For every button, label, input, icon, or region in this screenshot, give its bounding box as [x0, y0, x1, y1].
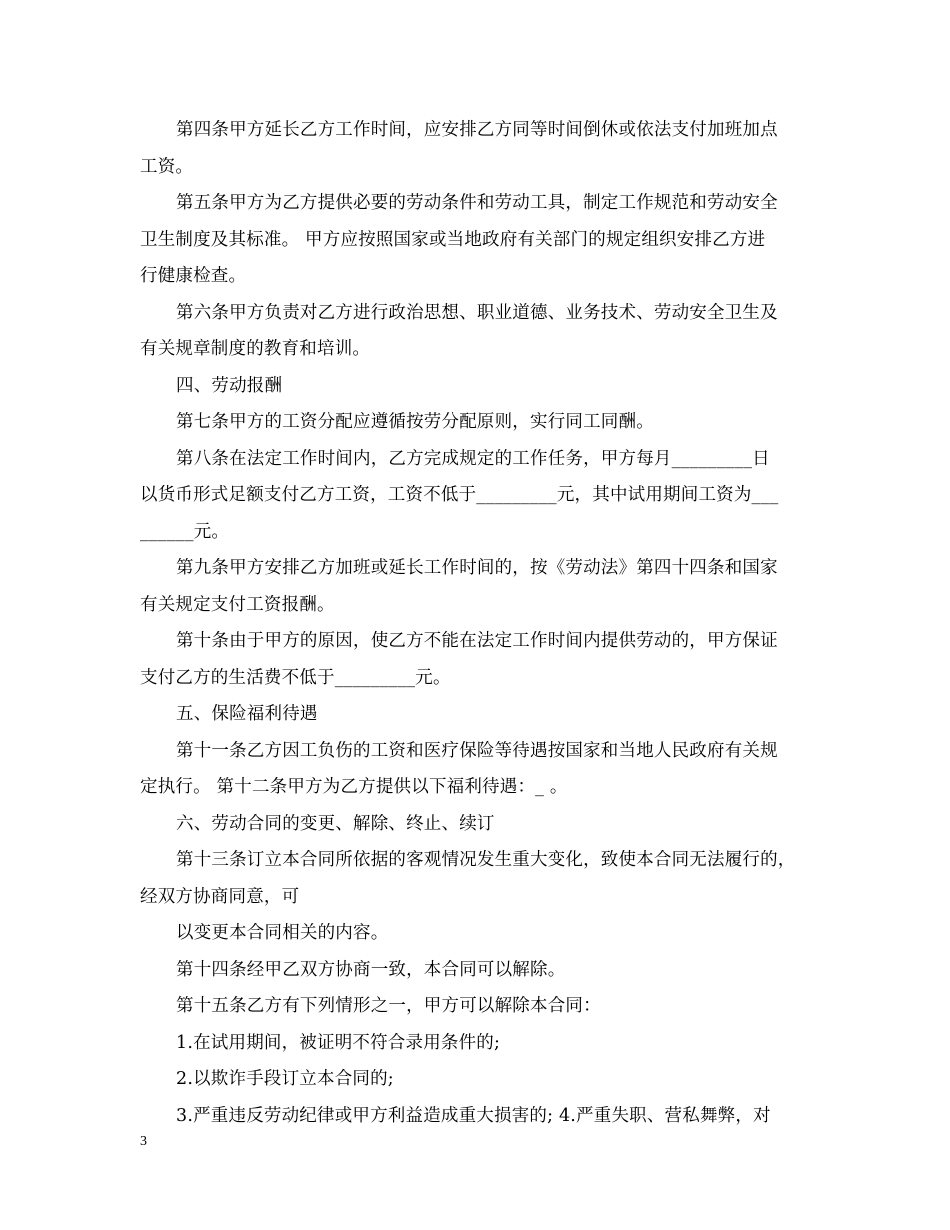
paragraph-line: 工资。	[140, 156, 194, 177]
paragraph-line: 经双方协商同意，可	[140, 886, 300, 907]
paragraph-line: 第七条甲方的工资分配应遵循按劳分配原则，实行同工同酬。	[176, 412, 654, 432]
paragraph-line: 第十三条订立本合同所依据的客观情况发生重大变化，致使本合同无法履行的，	[176, 850, 796, 870]
paragraph-line: 有关规定支付工资报酬。	[140, 594, 335, 615]
paragraph-line: 第九条甲方安排乙方加班或延长工作时间的，按《劳动法》第四十四条和国家	[176, 558, 778, 578]
paragraph-line: 第十一条乙方因工负伤的工资和医疗保险等待遇按国家和当地人民政府有关规	[176, 740, 778, 761]
paragraph-line: 有关规章制度的教育和培训。	[140, 339, 371, 359]
paragraph-line: 第四条甲方延长乙方工作时间，应安排乙方同等时间倒休或依法支付加班加点	[176, 120, 778, 140]
paragraph-line: 行健康检查。	[140, 266, 247, 286]
paragraph-line: 第十条由于甲方的原因，使乙方不能在法定工作时间内提供劳动的，甲方保证	[176, 631, 778, 651]
paragraph-line: 卫生制度及其标准。 甲方应按照国家或当地政府有关部门的规定组织安排乙方进	[140, 229, 766, 250]
paragraph-line: 第十五条乙方有下列情形之一，甲方可以解除本合同：	[176, 996, 601, 1016]
section-heading: 五、保险福利待遇	[176, 704, 318, 724]
paragraph-line: 第五条甲方为乙方提供必要的劳动条件和劳动工具，制定工作规范和劳动安全	[176, 193, 778, 213]
list-item: 2.以欺诈手段订立本合同的;	[176, 1069, 394, 1089]
paragraph-line: 第八条在法定工作时间内，乙方完成规定的工作任务，甲方每月_________日	[176, 448, 770, 469]
paragraph-line: 第十四条经甲乙双方协商一致，本合同可以解除。	[176, 959, 566, 980]
paragraph-line: 以货币形式足额支付乙方工资，工资不低于_________元，其中试用期间工资为___	[140, 485, 779, 505]
section-heading: 六、劳动合同的变更、解除、终止、续订	[176, 813, 495, 834]
paragraph-line: 定执行。 第十二条甲方为乙方提供以下福利待遇：_ 。	[140, 777, 568, 797]
list-item: 1.在试用期间，被证明不符合录用条件的;	[176, 1032, 501, 1053]
paragraph-line: ______元。	[140, 521, 230, 542]
list-item: 3.严重违反劳动纪律或甲方利益造成重大损害的; 4.严重失职、营私舞弊，对	[176, 1105, 771, 1126]
paragraph-line: 以变更本合同相关的内容。	[176, 923, 389, 943]
document-body	[140, 112, 820, 1134]
paragraph-line: 第六条甲方负责对乙方进行政治思想、职业道德、业务技术、劳动安全卫生及	[176, 302, 778, 323]
paragraph-line: 支付乙方的生活费不低于_________元。	[140, 667, 451, 688]
page-number: 3	[140, 1134, 147, 1149]
section-heading: 四、劳动报酬	[176, 375, 283, 396]
